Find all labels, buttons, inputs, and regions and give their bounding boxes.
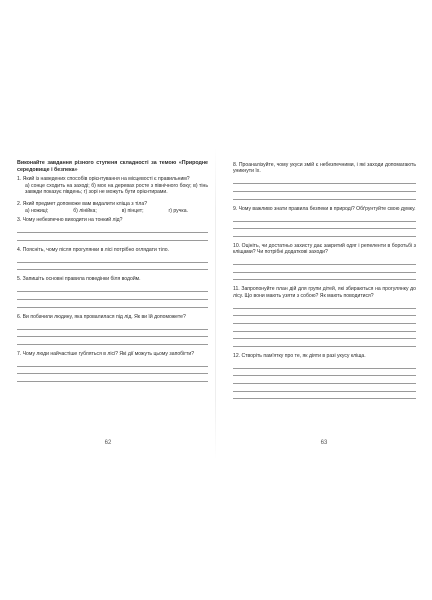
answer-line[interactable] — [233, 229, 416, 237]
answer-lines — [233, 177, 416, 200]
answer-lines — [233, 361, 416, 399]
question-1-text: 1. Який із наведених способів орієнтування на місцевості є правильним? — [17, 176, 190, 183]
answer-line[interactable] — [17, 322, 208, 330]
question-11-text: 11. Запропонуйте план дій для групи дітей, які збираються на прогулянку до лісу. Що вони мають узяти з собою? Як мають поводитися? — [233, 286, 416, 299]
answer-line[interactable] — [233, 184, 416, 192]
answer-line[interactable] — [233, 177, 416, 185]
left-page — [0, 148, 216, 460]
question-4 — [17, 247, 208, 271]
question-11 — [233, 286, 416, 346]
answer-line[interactable] — [233, 332, 416, 340]
answer-line[interactable] — [17, 300, 208, 308]
answer-line[interactable] — [233, 324, 416, 332]
answer-line[interactable] — [233, 339, 416, 347]
question-6 — [17, 314, 208, 345]
question-3 — [17, 217, 208, 241]
answer-line[interactable] — [17, 233, 208, 241]
question-10-text: 10. Оцініть, чи достатньо захисту дає закритий одяг і репеленти в боротьбі з кліщами? Чи потрібні додаткові заходи? — [233, 242, 416, 256]
question-9 — [233, 206, 416, 237]
answer-line[interactable] — [233, 316, 416, 324]
question-4-text: 4. Поясніть, чому після прогулянки в лісі потрібно оглядати тіло. — [17, 246, 169, 253]
question-1 — [17, 176, 208, 195]
answer-lines — [17, 359, 208, 382]
right-page — [216, 148, 432, 460]
answer-line[interactable] — [233, 361, 416, 369]
question-7-text: 7. Чому люди найчастіше губляться в лісі? Які дії можуть цьому запобігти? — [17, 350, 195, 357]
question-3-text: 3. Чому небезпечно виходити на тонкий лід? — [17, 217, 123, 224]
answer-line[interactable] — [17, 359, 208, 367]
page-number-left: 62 — [104, 440, 112, 446]
answer-lines — [233, 214, 416, 237]
page-number-right: 63 — [320, 440, 328, 446]
answer-line[interactable] — [233, 273, 416, 281]
option-c: в) пінцет; — [121, 207, 144, 214]
answer-line[interactable] — [233, 265, 416, 273]
answer-lines — [233, 301, 416, 347]
answer-lines — [17, 322, 208, 345]
question-5 — [17, 276, 208, 307]
answer-lines — [17, 285, 208, 308]
answer-line[interactable] — [233, 384, 416, 392]
question-7 — [17, 351, 208, 382]
question-8 — [233, 162, 416, 200]
question-2 — [17, 201, 208, 214]
question-5-text: 5. Запишіть основні правила поведінки біля водойм. — [17, 276, 141, 283]
answer-lines — [233, 258, 416, 281]
question-12 — [233, 353, 416, 399]
question-10 — [233, 243, 416, 281]
answer-line[interactable] — [17, 292, 208, 300]
answer-line[interactable] — [233, 222, 416, 230]
answer-line[interactable] — [233, 369, 416, 377]
answer-line[interactable] — [17, 374, 208, 382]
option-d: г) ручка. — [168, 207, 188, 214]
answer-lines — [17, 226, 208, 241]
question-12-text: 12. Створіть пам'ятку про те, як діяти в разі укусу кліща. — [233, 352, 366, 359]
option-b: б) лінійка; — [73, 207, 97, 214]
answer-line[interactable] — [233, 192, 416, 200]
question-8-text: 8. Проаналізуйте, чому укуси змій є небезпечними, і які заходи допомагають уникнути їх. — [233, 162, 416, 175]
answer-line[interactable] — [17, 330, 208, 338]
answer-line[interactable] — [17, 367, 208, 375]
answer-line[interactable] — [17, 263, 208, 271]
answer-lines — [17, 255, 208, 270]
question-2-text: 2. Який предмет допоможе вам видалити кліща з тіла? — [17, 201, 148, 208]
worksheet-heading: Виконайте завдання різного ступеня складності за темою «Природне середовище і безпека» — [17, 160, 208, 173]
answer-line[interactable] — [17, 226, 208, 234]
answer-line[interactable] — [17, 285, 208, 293]
question-6-text: 6. Ви побачили людину, яка провалилася під лід. Як ви їй допоможете? — [17, 313, 186, 320]
answer-line[interactable] — [17, 337, 208, 345]
question-1-options: а) сонце сходить на заході; б) мох на деревах росте з північного боку; в) тінь завжди показує південь; г) зорі не можуть бути орієнтирами. — [25, 182, 208, 195]
option-a: а) ножиці; — [25, 207, 49, 214]
answer-line[interactable] — [17, 255, 208, 263]
answer-line[interactable] — [233, 258, 416, 266]
answer-line[interactable] — [233, 214, 416, 222]
answer-line[interactable] — [233, 301, 416, 309]
answer-line[interactable] — [233, 392, 416, 400]
answer-line[interactable] — [233, 376, 416, 384]
book-spread — [0, 148, 432, 460]
answer-line[interactable] — [233, 309, 416, 317]
question-2-options — [25, 208, 208, 214]
question-9-text: 9. Чому важливо знати правила безпеки в природі? Обґрунтуйте свою думку. — [233, 205, 416, 212]
